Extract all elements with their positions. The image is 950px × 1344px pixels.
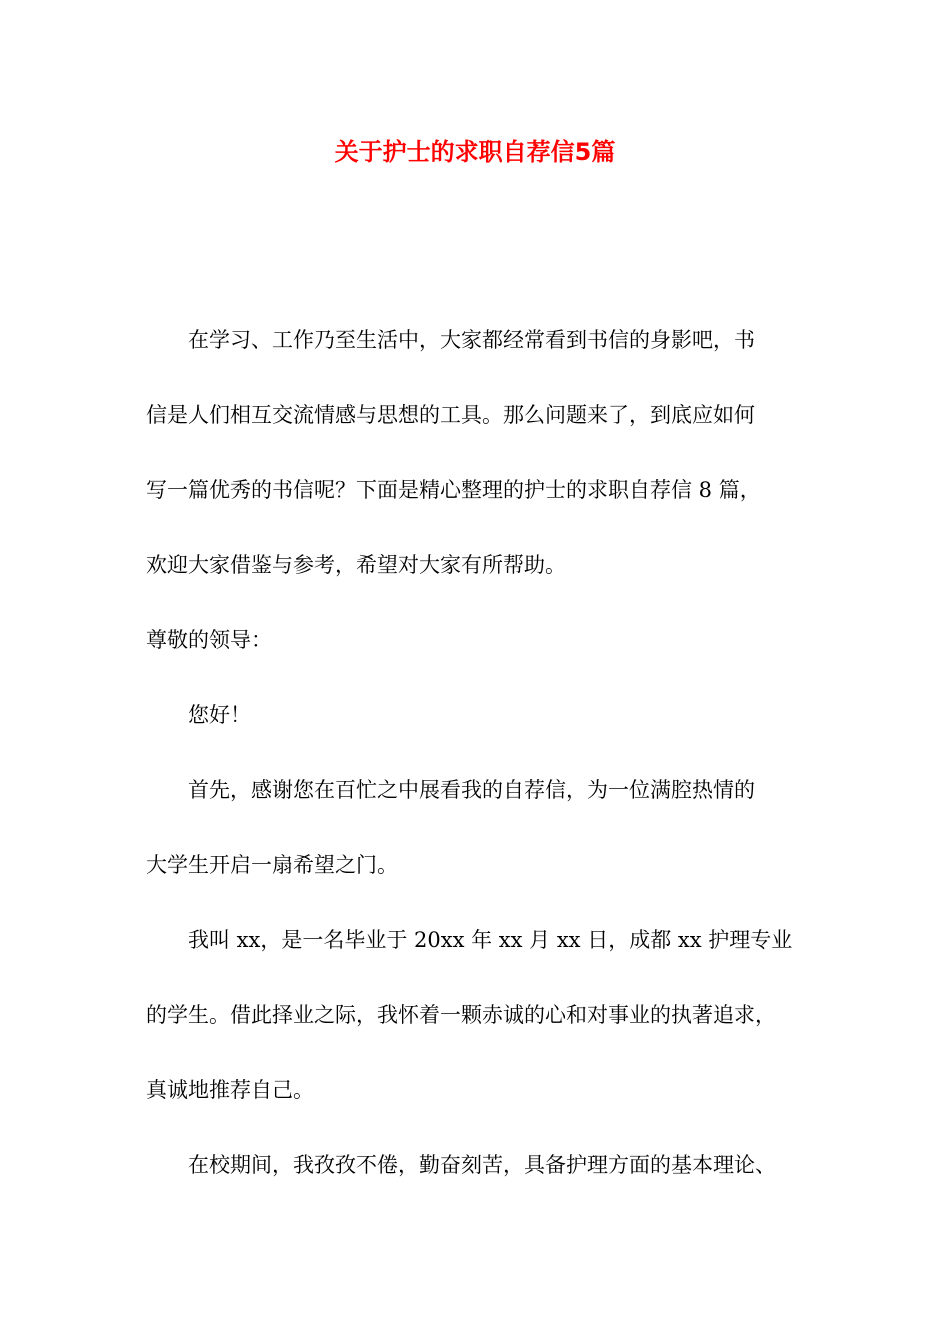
paragraph-line-9: 我叫 xx，是一名毕业于 20xx 年 xx 月 xx 日，成都 xx 护理专业	[188, 928, 793, 952]
salutation: 尊敬的领导：	[146, 628, 272, 652]
document-title: 关于护士的求职自荐信5篇	[334, 138, 616, 166]
paragraph-line-10: 的学生。借此择业之际，我怀着一颗赤诚的心和对事业的执著追求，	[146, 1003, 776, 1027]
paragraph-line-11: 真诚地推荐自己。	[146, 1078, 314, 1102]
paragraph-line-12: 在校期间，我孜孜不倦，勤奋刻苦，具备护理方面的基本理论、	[188, 1153, 776, 1177]
paragraph-line-8: 大学生开启一扇希望之门。	[146, 853, 398, 877]
paragraph-line-4: 欢迎大家借鉴与参考，希望对大家有所帮助。	[146, 553, 566, 577]
greeting: 您好！	[188, 703, 251, 727]
paragraph-line-2: 信是人们相互交流情感与思想的工具。那么问题来了，到底应如何	[146, 403, 755, 427]
paragraph-line-3: 写一篇优秀的书信呢？下面是精心整理的护士的求职自荐信 8 篇，	[146, 478, 761, 502]
paragraph-line-7: 首先，感谢您在百忙之中展看我的自荐信，为一位满腔热情的	[188, 778, 755, 802]
paragraph-line-1: 在学习、工作乃至生活中，大家都经常看到书信的身影吧，书	[188, 328, 755, 352]
